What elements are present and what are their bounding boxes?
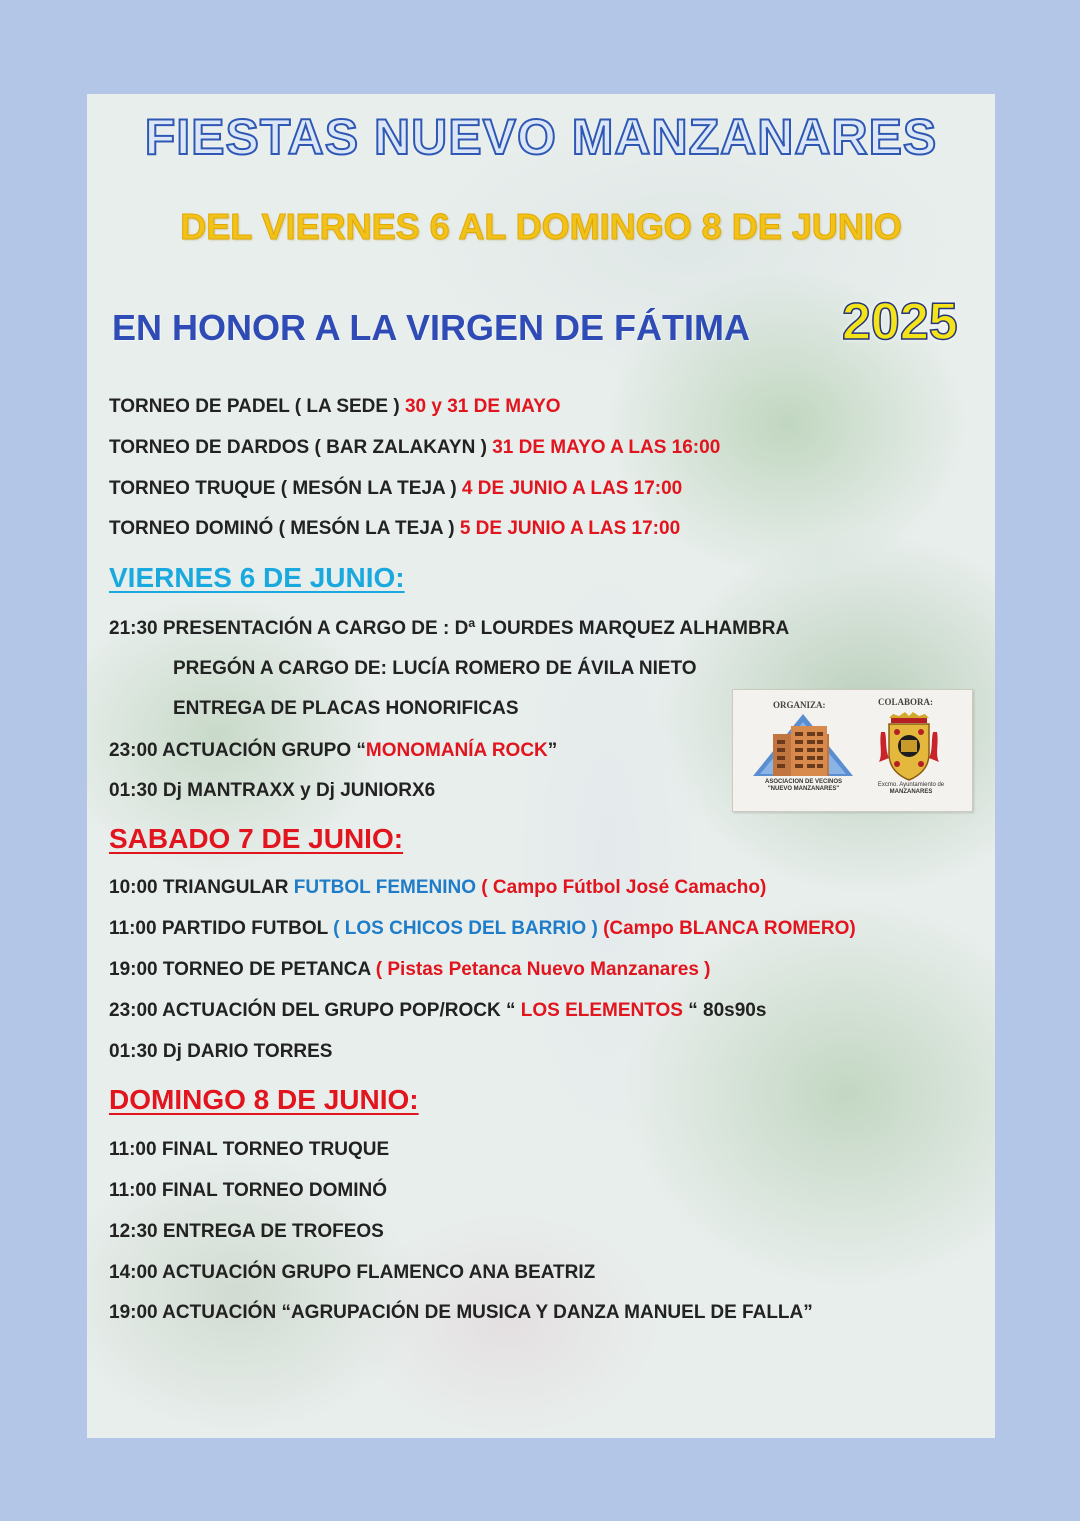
town-hall-name [861, 782, 961, 796]
colabora-label: COLABORA: [878, 697, 934, 707]
honor-line: EN HONOR A LA VIRGEN DE FÁTIMA [112, 307, 750, 348]
tournament-name: TORNEO DE DARDOS ( BAR ZALAKAYN ) [109, 437, 493, 458]
tournament-name: TORNEO DOMINÓ ( MESÓN LA TEJA ) [109, 518, 460, 539]
tournament-date: 31 DE MAYO A LAS 16:00 [492, 437, 721, 458]
event-highlight: FUTBOL FEMENINO [293, 877, 477, 898]
event-highlight: ( LOS CHICOS DEL BARRIO ) [327, 918, 604, 939]
band-name: MONOMANÍA ROCK [365, 740, 548, 761]
band-name: LOS ELEMENTOS [520, 1000, 683, 1021]
event-line: 01:30 Dj MANTRAXX y Dj JUNIORX6 [109, 780, 436, 801]
poster-dates: DEL VIERNES 6 AL DOMINGO 8 DE JUNIO [180, 206, 902, 247]
event-venue: ( Campo Fútbol José Camacho) [476, 877, 767, 898]
event-venue: ( Pistas Petanca Nuevo Manzanares ) [375, 959, 711, 980]
event-line [109, 918, 856, 940]
event-line [109, 877, 766, 899]
event-text: “ 80s90s [682, 1000, 767, 1021]
association-building-icon [751, 712, 856, 778]
event-text: 10:00 TRIANGULAR [109, 877, 294, 898]
event-line: ENTREGA DE PLACAS HONORIFICAS [173, 698, 519, 719]
tournament-truque [109, 478, 682, 500]
poster [87, 94, 995, 1438]
event-line: PREGÓN A CARGO DE: LUCÍA ROMERO DE ÁVILA NIETO [173, 658, 697, 679]
year: 2025 [842, 293, 958, 351]
event-text: ” [547, 740, 558, 761]
tournament-dardos [109, 437, 720, 459]
sponsor-logos [732, 689, 973, 812]
tournament-padel [109, 396, 561, 418]
town-hall-line: MANZANARES [889, 789, 933, 795]
event-line: 11:00 FINAL TORNEO TRUQUE [109, 1139, 390, 1160]
day-heading-viernes: VIERNES 6 DE JUNIO: [109, 562, 405, 593]
event-text: 19:00 TORNEO DE PETANCA [109, 959, 376, 980]
event-line [109, 740, 557, 762]
poster-title: FIESTAS NUEVO MANZANARES [144, 109, 938, 165]
tournament-date: 5 DE JUNIO A LAS 17:00 [459, 518, 681, 539]
event-line: 21:30 PRESENTACIÓN A CARGO DE : Dª LOURDES MARQUEZ ALHAMBRA [109, 618, 790, 639]
event-text: 23:00 ACTUACIÓN GRUPO “ [109, 740, 366, 761]
town-crest-icon [875, 710, 943, 782]
day-heading-domingo: DOMINGO 8 DE JUNIO: [109, 1084, 419, 1115]
event-line: 12:30 ENTREGA DE TROFEOS [109, 1221, 384, 1242]
association-line: ASOCIACION DE VECINOS [764, 779, 842, 785]
association-line: "NUEVO MANZANARES" [767, 786, 840, 792]
association-name [751, 779, 856, 793]
event-line [109, 1000, 766, 1022]
event-text: 11:00 PARTIDO FUTBOL [109, 918, 328, 939]
tournament-name: TORNEO DE PADEL ( LA SEDE ) [109, 396, 405, 417]
tournament-date: 30 y 31 DE MAYO [404, 396, 561, 417]
event-venue: (Campo BLANCA ROMERO) [603, 918, 856, 939]
tournament-date: 4 DE JUNIO A LAS 17:00 [461, 478, 683, 499]
event-line: 14:00 ACTUACIÓN GRUPO FLAMENCO ANA BEATRIZ [109, 1262, 596, 1283]
town-hall-line: Excmo. Ayuntamiento de [877, 782, 945, 788]
tournament-domino [109, 518, 680, 540]
event-line: 01:30 Dj DARIO TORRES [109, 1041, 333, 1062]
day-heading-sabado: SABADO 7 DE JUNIO: [109, 823, 404, 854]
event-line: 11:00 FINAL TORNEO DOMINÓ [109, 1180, 388, 1201]
event-line: 19:00 ACTUACIÓN “AGRUPACIÓN DE MUSICA Y DANZA MANUEL DE FALLA” [109, 1302, 813, 1323]
event-text: 23:00 ACTUACIÓN DEL GRUPO POP/ROCK “ [109, 1000, 521, 1021]
organiza-label: ORGANIZA: [773, 700, 826, 710]
tournament-name: TORNEO TRUQUE ( MESÓN LA TEJA ) [109, 478, 462, 499]
event-line [109, 959, 711, 981]
